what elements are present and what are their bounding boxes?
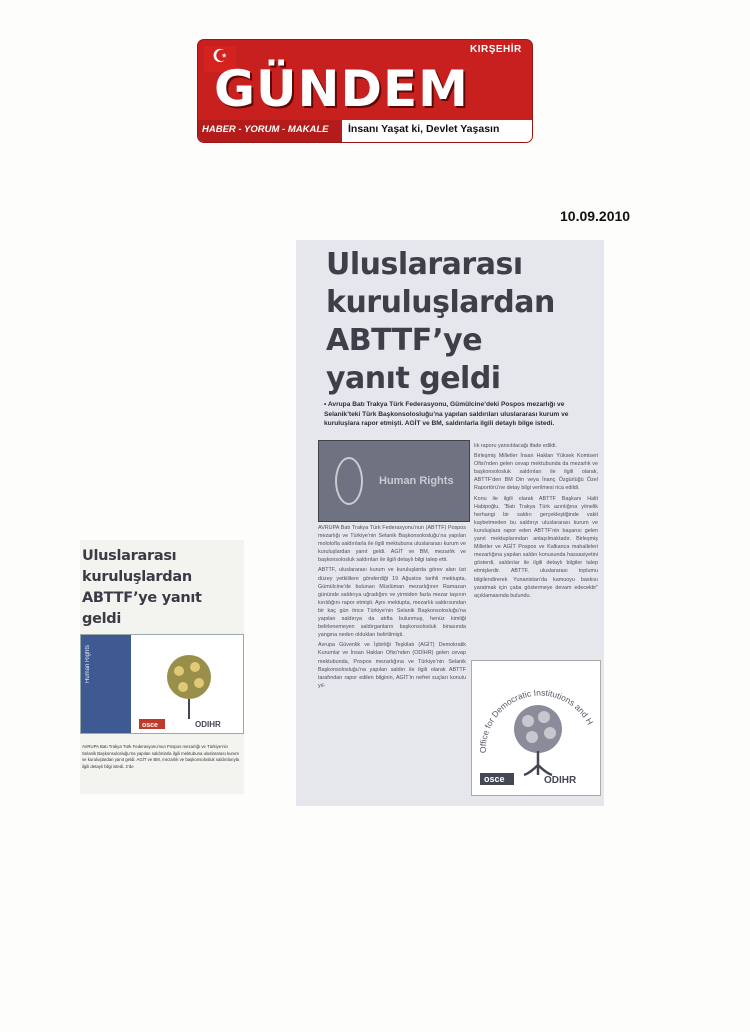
article-column-left xyxy=(318,524,466,692)
newspaper-masthead xyxy=(198,40,532,142)
photo-label: Human Rights xyxy=(85,645,91,684)
odihr-tree-logo xyxy=(472,661,600,795)
small-article-photo xyxy=(80,634,244,734)
masthead-sections: HABER - YORUM - MAKALE xyxy=(202,124,329,135)
headline-line: Uluslararası xyxy=(82,548,177,564)
paragraph: Birleşmiş Milletler İnsan Hakları Yüksek Komiseri Ofisi’nden gelen cevap mektubunda da mezarlık ve başkonsolosluk saldırıları ile ilgili olarak, ABTTF’den BM Din veya İnanç Özgürlüğü Özel Raportörü’ne detay bilgi verilmesi rica edildi. xyxy=(474,453,598,492)
article-column-right xyxy=(474,442,598,602)
human-rights-banner xyxy=(81,635,131,733)
odihr-label: ODIHR xyxy=(195,720,221,729)
small-article-headline xyxy=(82,546,242,630)
un-emblem-icon xyxy=(335,457,363,505)
crescent-star-icon: ☪ xyxy=(212,46,229,66)
photo-label: Human Rights xyxy=(379,475,454,487)
caption-text: AVRUPA Batı Trakya Türk Federasyonu’nun Pospos mezarlığı ve Türkiye’nin Selanik Başkonsolosluğu’na yapılan saldırılarla ilgili mektubuna uluslararası kurum ve kuruluşlardan yanıt geldi. AGİT ve BM, mezarlık ve başkonsolosluk saldırılarıyla ilgili detaylı bilgi istedi. xyxy=(82,744,240,769)
emblem-arc-text: Office for Democratic Institutions and H xyxy=(477,687,596,754)
headline-line: ABTTF’ye yanıt geldi xyxy=(82,590,202,627)
headline-line: kuruluşlardan xyxy=(82,569,192,585)
paragraph: Konu ile ilgili olarak ABTTF Başkanı Halit Habipoğlu, “Batı Trakya Türk azınlığına yönelik herhangi bir saldırı gerçekleştiğinde vakit kaybetmeden bu saldırıyı uluslararası kurum ve kuruluşlara rapor eden ABTTF’nin başarısı gelen yanıt mektuplarından anlaşılmaktadır. Birleşmiş Milletler ve AGİT Pospos ve Kalkanca mahalleleri mezarlığına yapılan saldırı konusunda hassasiyetini gösterdi, saldırılar ile ilgili detaylı bilgiler talep etmişlerdir. ABTTF, uluslararası toplumu bilgilendirerek Yunanistan’da kamuoyu baskısı yaratmak için çaba göstermeye devam edecektir” açıklamasında bulundu. xyxy=(474,495,598,599)
osce-label: osce xyxy=(142,722,158,729)
headline-line: Uluslararası xyxy=(326,247,523,282)
odihr-tree-logo-small xyxy=(135,637,241,731)
clipping-date: 10.09.2010 xyxy=(560,208,631,224)
headline-line: kuruluşlardan xyxy=(326,285,555,320)
odihr-label: ODIHR xyxy=(544,775,577,786)
human-rights-photo xyxy=(318,440,470,522)
odihr-emblem xyxy=(471,660,601,796)
paragraph: Avrupa Güvenlik ve İşbirliği Teşkilatı (AGİT) Demokratik Kurumlar ve İnsan Hakları Ofisi’nden (ODİHR) gelen cevap mektubunda, Pospos mezarlığına ve Türkiye’nin Selanik Başkonsolosluğu’na yapılan saldırı ile ilgili olarak ABTTF tarafından rapor edilen bilginin, AGİT’in nefret suçları konulu yıl- xyxy=(318,642,466,689)
main-article-lead: • Avrupa Batı Trakya Türk Federasyonu, Gümülcine’deki Pospos mezarlığı ve Selanik’teki Türk Başkonsolosluğu’na yapılan saldırıları uluslararası kurum ve kuruluşlara rapor etmişti. AGİT ve BM, saldırılarla ilgili detaylı bilge istedi. xyxy=(324,401,569,427)
headline-line: yanıt geldi xyxy=(326,361,501,396)
small-article-caption xyxy=(82,744,242,770)
osce-label: osce xyxy=(484,774,505,784)
newspaper-name: GÜNDEM xyxy=(214,60,469,118)
main-article-headline xyxy=(326,246,596,398)
masthead-motto: İnsanı Yaşat ki, Devlet Yaşasın xyxy=(348,123,500,135)
paragraph: ABTTF, uluslararası kurum ve kuruluşlarda görev alan üst düzey yetkililere gönderdiği 19 Ağustos tarihli mektupta, Gümülcine’de bulunan Müslüman mezarlığının Ramazan gününde saldırıya uğradığını ve yirmiden fazla mezar taşının kırıldığını rapor etmişti. Aynı mektupta, mezarlık saldırısından bir kaç gün önce Türkiye’nin Selanik Başkonsolosluğu’na yapılan saldırıya da atıfta bulunmuş, henüz kimliği belirlenemeyen saldırganların başkonsolosluk binasında yangına neden oldukları belirtilmişti. xyxy=(318,567,466,639)
masthead-city: KIRŞEHİR xyxy=(470,44,522,55)
main-article-clipping xyxy=(296,240,604,806)
headline-line: ABTTF’ye xyxy=(326,323,483,358)
paragraph: lık raporu yansıtılacağı ifade edildi. xyxy=(474,443,558,449)
small-article-clipping xyxy=(80,540,244,794)
paragraph: AVRUPA Batı Trakya Türk Federasyonu’nun (ABTTF) Pospos mezarlığı ve Türkiye’nin Selanik Başkonsolosluğu’na yapılan molotofla saldırılarla ile ilgili mektubuna uluslararası kurum ve kuruluşlardan yanıt geldi. AGİT ve BM, mezarlık ve başkonsolosluk saldırıları ile ilgili detaylı bilgi talep etti. xyxy=(318,525,466,564)
page-reference: 2’de xyxy=(125,763,134,769)
